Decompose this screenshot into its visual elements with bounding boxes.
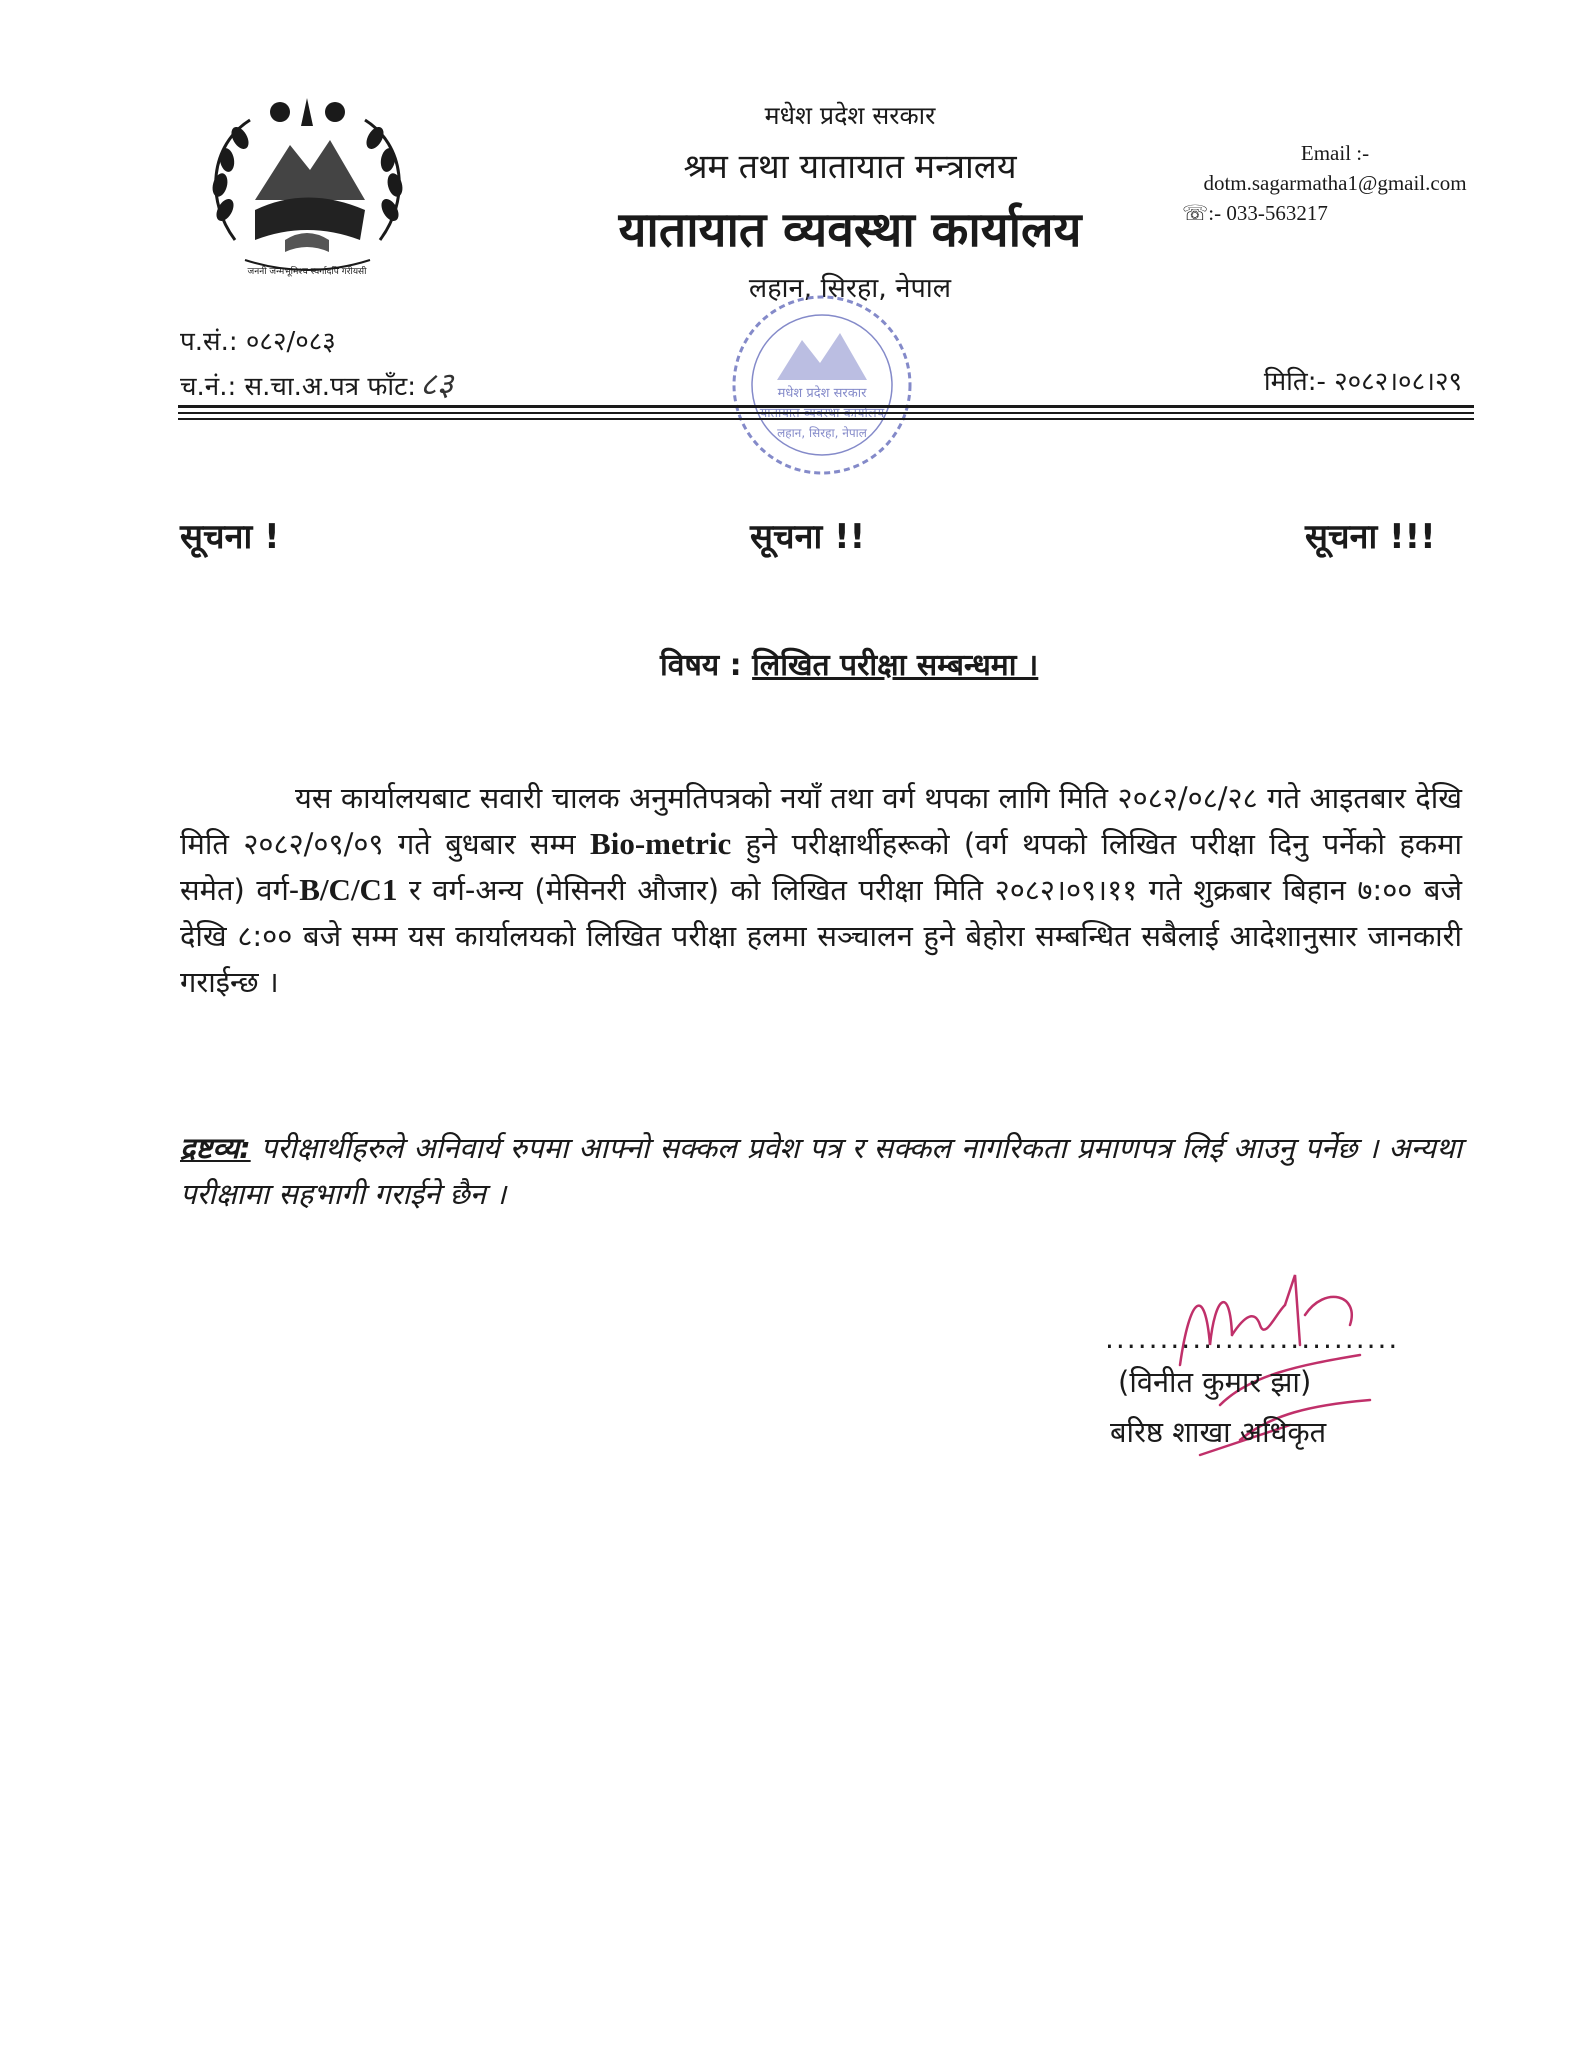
stamp-line1: मधेश प्रदेश सरकार bbox=[777, 386, 867, 401]
phone-number: :- 033-563217 bbox=[1208, 201, 1328, 225]
note-label: द्रष्टव्य: bbox=[180, 1131, 251, 1165]
notice-heading-1: सूचना ! bbox=[180, 517, 280, 557]
signatory-title: बरिष्ठ शाखा अधिकृत bbox=[1110, 1415, 1327, 1449]
subject-line bbox=[660, 643, 1038, 684]
email-label: Email :- bbox=[1300, 141, 1370, 165]
header-divider bbox=[178, 418, 1474, 420]
office-address: लहान, सिरहा, नेपाल bbox=[748, 273, 952, 304]
stamp-line3: लहान, सिरहा, नेपाल bbox=[777, 426, 867, 440]
subject-text: लिखित परीक्षा सम्बन्धमा । bbox=[752, 648, 1039, 683]
ministry-name: श्रम तथा यातायात मन्त्रालय bbox=[683, 147, 1017, 187]
header-divider bbox=[178, 405, 1474, 408]
notice-heading-2: सूचना !! bbox=[750, 517, 866, 557]
signature-dots: ........................... bbox=[1105, 1322, 1400, 1355]
emblem-motto: जननी जन्मभूमिश्च स्वर्गादपि गरीयसी bbox=[247, 267, 367, 277]
note-text: परीक्षार्थीहरुले अनिवार्य रुपमा आफ्नो सक्कल प्रवेश पत्र र सक्कल नागरिकता प्रमाणपत्र लिई आउनु पर्नेछ । अन्यथा परीक्षामा सहभागी गराईने छैन । bbox=[180, 1131, 1462, 1211]
contact-block bbox=[1170, 138, 1500, 228]
phone-icon: ☏ bbox=[1182, 201, 1209, 225]
notice-body bbox=[180, 775, 1462, 1005]
note-paragraph bbox=[180, 1125, 1462, 1217]
dispatch-number bbox=[180, 362, 453, 405]
body-part-1: यस कार्यालयबाट सवारी चालक अनुमतिपत्रको नयाँ तथा वर्ग थपका लागि मिति २०८२/०८/२८ गते आइतबार देखि मिति २०८२/०९/०९ गते बुधबार सम्म bbox=[180, 781, 1462, 861]
body-biometric: Bio-metric bbox=[590, 826, 732, 861]
body-part-2: हुने परीक्षार्थीहरूको (वर्ग थपको लिखित परीक्षा दिनु पर्नेको हकमा समेत) वर्ग- bbox=[180, 827, 1463, 907]
body-category: B/C/C1 bbox=[299, 872, 398, 907]
notice-heading-3: सूचना !!! bbox=[1305, 517, 1436, 557]
body-part-3: र वर्ग-अन्य (मेसिनरी औजार) को लिखित परीक्षा मिति २०८२।०९।११ गते शुक्रबार बिहान ७:०० बजे देखि ८:०० बजे सम्म यस कार्यालयको लिखित परीक्षा हलमा सञ्चालन हुने बेहोरा सम्बन्धित सबैलाई आदेशानुसार जानकारी गराईन्छ । bbox=[180, 873, 1462, 999]
signatory-name: (विनीत कुमार झा) bbox=[1118, 1365, 1312, 1399]
header-divider bbox=[178, 412, 1474, 414]
letter-date: मिति:- २०८२।०८।२९ bbox=[1263, 367, 1462, 397]
dispatch-number-label: च.नं.: स.चा.अ.पत्र फाँट: bbox=[180, 372, 417, 402]
phone-line bbox=[1170, 198, 1500, 228]
dispatch-number-handwritten: ८३ bbox=[420, 365, 454, 403]
government-name: मधेश प्रदेश सरकार bbox=[764, 101, 936, 130]
office-stamp-icon bbox=[722, 285, 922, 485]
nepal-emblem-icon bbox=[195, 90, 420, 285]
letter-number: प.सं.: ०८२/०८३ bbox=[180, 327, 336, 357]
stamp-line2: यातायात व्यवस्था कार्यालय bbox=[759, 406, 885, 421]
email-address[interactable]: dotm.sagarmatha1@gmail.com bbox=[1203, 171, 1467, 195]
subject-label: विषय : bbox=[660, 648, 742, 683]
office-name: यातायात व्यवस्था कार्यालय bbox=[618, 202, 1082, 258]
